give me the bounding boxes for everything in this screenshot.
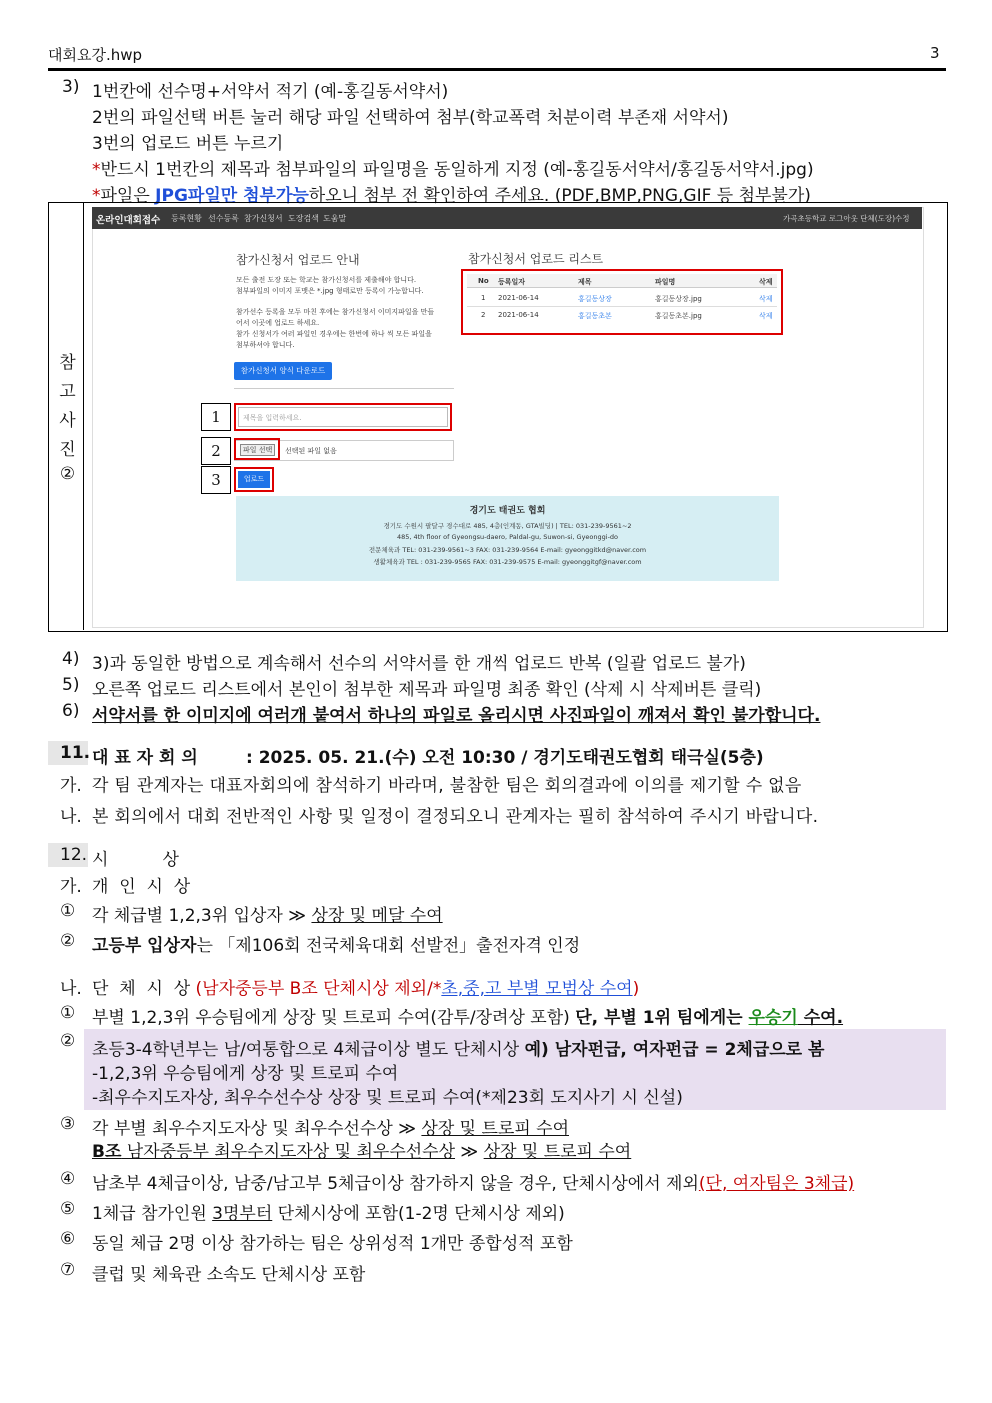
sub-text: 본 회의에서 대회 전반적인 사항 및 일정이 결정되오니 관계자는 필히 참석하여 주시기 바랍니다.: [92, 807, 819, 827]
text: ≫: [455, 1142, 484, 1162]
upload-button[interactable]: 업로드: [238, 471, 270, 488]
guide-text: 첨부하셔야 합니다.: [236, 341, 295, 349]
file-none-text: 선택된 파일 없음: [285, 447, 337, 455]
table-cell: 2021-06-14: [498, 294, 539, 302]
asterisk: *: [92, 186, 101, 206]
step-number: 5): [62, 675, 80, 695]
step-line: [92, 155, 814, 180]
step-line: 1번칸에 선수명+서약서 적기 (예-홍길동서약서): [92, 82, 449, 102]
circled-marker: ⑤: [60, 1199, 76, 1219]
footer-line: 전문체육과 TEL: 031-239-9561~3 FAX: 031-239-9564 E-mail: gyeonggitkd@naver.com: [368, 546, 647, 554]
text: 부별 1,2,3위 우승팀에게 상장 및 트로피 수여(감투/장려상 포함): [92, 1008, 576, 1028]
item-title: 시 상: [92, 850, 179, 870]
text: 고등부 입상자: [92, 936, 197, 956]
table-cell: 2: [481, 311, 486, 319]
award-line: [92, 1199, 565, 1224]
guide-text: 참가 신청서가 여러 파일인 경우에는 한번에 하나 씩 모든 파일을: [236, 330, 432, 338]
table-cell: 홍길동상장.jpg: [655, 295, 702, 303]
text: 초,중,고 부별 모범상 수여: [441, 979, 633, 999]
page-number: 3: [930, 44, 940, 62]
footer-line: 경기도 수원시 팔달구 경수대로 485, 4층(인계동, GTA빌딩) | TEL: 031-239-9561~2: [383, 522, 632, 530]
step-number: 3): [62, 77, 80, 97]
footer-title: 경기도 태권도 협회: [469, 506, 546, 516]
step-line: 3번의 업로드 버튼 누르기: [92, 134, 284, 154]
nav-item-dojang-search[interactable]: 도장검색: [288, 214, 319, 223]
text: 단, 부별 1위 팀에게는: [575, 1008, 749, 1028]
text: 남초부 4체급이상, 남중/남고부 5체급이상 참가하지 않을 경우, 단체시상에서 제외: [92, 1174, 699, 1194]
table-header: 등록일자: [498, 278, 526, 286]
reference-label-char: 사: [59, 411, 76, 431]
text: 3명부터: [212, 1204, 273, 1224]
award-line: [92, 1035, 824, 1060]
text: 수여.: [797, 1008, 844, 1028]
text: 초등3-4학년부는 남/여통합으로 4체급이상 별도 단체시상: [92, 1040, 525, 1060]
jpg-only-note: JPG파일만 첨부가능: [155, 186, 309, 206]
guide-text: 첨부파일의 이미지 포맷은 *.jpg 형태로만 등록이 가능합니다.: [236, 287, 424, 295]
award-line: [92, 1169, 854, 1194]
text: ): [632, 979, 640, 999]
marker-3: 3: [201, 466, 231, 494]
step-number: 4): [62, 649, 80, 669]
note-text: 파일은: [100, 186, 156, 206]
sub-marker: 나.: [60, 979, 82, 999]
sub-marker: 가.: [60, 877, 82, 897]
text: 상장 및 트로피 수여: [421, 1119, 569, 1139]
reference-label-char: 진: [59, 440, 76, 460]
table-cell: 1: [481, 294, 486, 302]
delete-link[interactable]: 삭제: [759, 295, 773, 303]
note-text: 반드시 1번칸의 제목과 첨부파일의 파일명을 동일하게 지정 (예-홍길동서약서/홍길동서약서.jpg): [100, 160, 814, 180]
award-line: 클럽 및 체육관 소속도 단체시상 포함: [92, 1265, 366, 1285]
circled-marker: ⑦: [60, 1260, 76, 1280]
text: 우승기: [748, 1008, 798, 1028]
text: (남자중등부 B조 단체시상 제외/*: [195, 979, 442, 999]
text: 남자중등부 최우수지도자상 및 최우수선수상: [121, 1142, 456, 1162]
circled-marker: ①: [60, 901, 76, 921]
text: 단체시상에 포함(1-2명 단체시상 제외): [272, 1204, 565, 1224]
step-line: 2번의 파일선택 버튼 눌러 해당 파일 선택하여 첨부(학교폭력 처분이력 부존재 서약서): [92, 108, 729, 128]
table-cell-link[interactable]: 홍길동초본: [578, 312, 612, 320]
sub-text: 각 팀 관계자는 대표자회의에 참석하기 바라며, 불참한 팀은 회의결과에 이의를 제기할 수 없음: [92, 776, 802, 796]
document-filename: 대회요강.hwp: [48, 46, 143, 64]
nav-user-actions[interactable]: 가곡초등학교 로그아웃 단체(도장)수정: [783, 214, 910, 223]
text: 각 부별 최우수지도자상 및 최우수선수상 ≫: [92, 1119, 422, 1139]
award-line: [92, 901, 443, 926]
table-cell: 2021-06-14: [498, 311, 539, 319]
table-header: 파일명: [655, 278, 676, 286]
title-input-placeholder: 제목을 입력하세요.: [243, 414, 302, 422]
warning-line: 서약서를 한 이미지에 여러개 붙여서 하나의 파일로 올리시면 사진파일이 깨져서 확인 불가합니다.: [92, 706, 821, 726]
footer-line: 485, 4th floor of Gyeongsu-daero, Paldal-gu, Suwon-si, Gyeonggi-do: [396, 533, 619, 541]
header-divider: [48, 68, 946, 71]
download-form-button[interactable]: 참가신청서 양식 다운로드: [234, 362, 332, 380]
note-text: 하오니 첨부 전 확인하여 주세요. (PDF,BMP,PNG,GIF 등 첨부불가): [308, 186, 811, 206]
item-number: 12.: [60, 845, 88, 865]
award-line: [92, 1114, 569, 1139]
nav-item-player[interactable]: 선수등록: [208, 214, 239, 223]
item-number: 11.: [60, 743, 91, 763]
divider: [234, 388, 454, 389]
reference-label-char: ②: [59, 464, 76, 484]
award-line: -최우수지도자상, 최우수선수상 상장 및 트로피 수여(*제23회 도지사기 시 신설): [92, 1088, 683, 1108]
sub-marker: 나.: [60, 807, 82, 827]
text: 단 체 시 상: [92, 979, 191, 999]
text: 1체급 참가인원: [92, 1204, 213, 1224]
sub-marker: 가.: [60, 776, 82, 796]
list-title: 참가신청서 업로드 리스트: [468, 252, 604, 266]
row-divider: [467, 306, 777, 307]
table-cell: 홍길동초본.jpg: [655, 312, 702, 320]
table-header: 삭제: [759, 278, 773, 286]
guide-title: 참가신청서 업로드 안내: [236, 253, 360, 267]
nav-item-help[interactable]: 도움말: [323, 214, 347, 223]
circled-marker: ②: [60, 1031, 76, 1051]
text: 각 체급별 1,2,3위 입상자 ≫: [92, 906, 312, 926]
circled-marker: ②: [60, 931, 76, 951]
award-line: 동일 체급 2명 이상 참가하는 팀은 상위성적 1개만 종합성적 포함: [92, 1234, 573, 1254]
nav-item-status[interactable]: 등록현황: [171, 214, 202, 223]
circled-marker: ⑥: [60, 1229, 76, 1249]
table-header: No: [478, 277, 489, 285]
step-line: 3)과 동일한 방법으로 계속해서 선수의 서약서를 한 개씩 업로드 반복 (일괄 업로드 불가): [92, 654, 746, 674]
nav-brand[interactable]: 온라인대회접수: [96, 215, 161, 226]
nav-item-application[interactable]: 참가신청서: [244, 214, 283, 223]
file-select-button[interactable]: 파일 선택: [240, 444, 275, 456]
award-line: [92, 1137, 631, 1162]
table-cell-link[interactable]: 홍길동상장: [578, 295, 612, 303]
circled-marker: ③: [60, 1114, 76, 1134]
circled-marker: ①: [60, 1003, 76, 1023]
guide-text: 어서 이곳에 업로드 하세요.: [236, 319, 320, 327]
text: 상장 및 메달 수여: [311, 906, 443, 926]
text: B조: [92, 1142, 122, 1162]
item-title: 대 표 자 회 의: [92, 748, 198, 768]
text: 상장 및 트로피 수여: [483, 1142, 632, 1162]
award-line: [92, 931, 580, 956]
award-line: [92, 1003, 843, 1028]
step-number: 6): [62, 701, 80, 721]
table-header: 제목: [578, 278, 592, 286]
guide-text: 참가선수 등록을 모두 마친 후에는 참가신청서 이미지파일을 만들: [236, 308, 435, 316]
marker-2: 2: [201, 437, 231, 465]
step-line: 오른쪽 업로드 리스트에서 본인이 첨부한 제목과 파일명 최종 확인 (삭제 시 삭제버튼 클릭): [92, 680, 762, 700]
asterisk: *: [92, 160, 101, 180]
marker-1: 1: [201, 403, 231, 431]
text: 예) 남자펀급, 여자펀급 = 2체급으로 봄: [524, 1040, 825, 1060]
text: 는 「제106회 전국체육대회 선발전」출전자격 인정: [196, 936, 581, 956]
reference-label-char: 참: [59, 353, 76, 373]
guide-text: 모든 출전 도장 또는 학교는 참가신청서를 제출해야 합니다.: [236, 276, 417, 284]
sub-title-line: [92, 974, 639, 999]
sub-title: 개 인 시 상: [92, 877, 191, 897]
item-detail: : 2025. 05. 21.(수) 오전 10:30 / 경기도태권도협회 태극실(5층): [246, 748, 764, 768]
text: (단, 여자팀은 3체급): [698, 1174, 855, 1194]
circled-marker: ④: [60, 1169, 76, 1189]
footer-line: 생활체육과 TEL : 031-239-9565 FAX: 031-239-9575 E-mail: gyeonggitgf@naver.com: [373, 558, 642, 566]
reference-label-char: 고: [59, 382, 76, 402]
delete-link[interactable]: 삭제: [759, 312, 773, 320]
award-line: -1,2,3위 우승팀에게 상장 및 트로피 수여: [92, 1064, 399, 1084]
